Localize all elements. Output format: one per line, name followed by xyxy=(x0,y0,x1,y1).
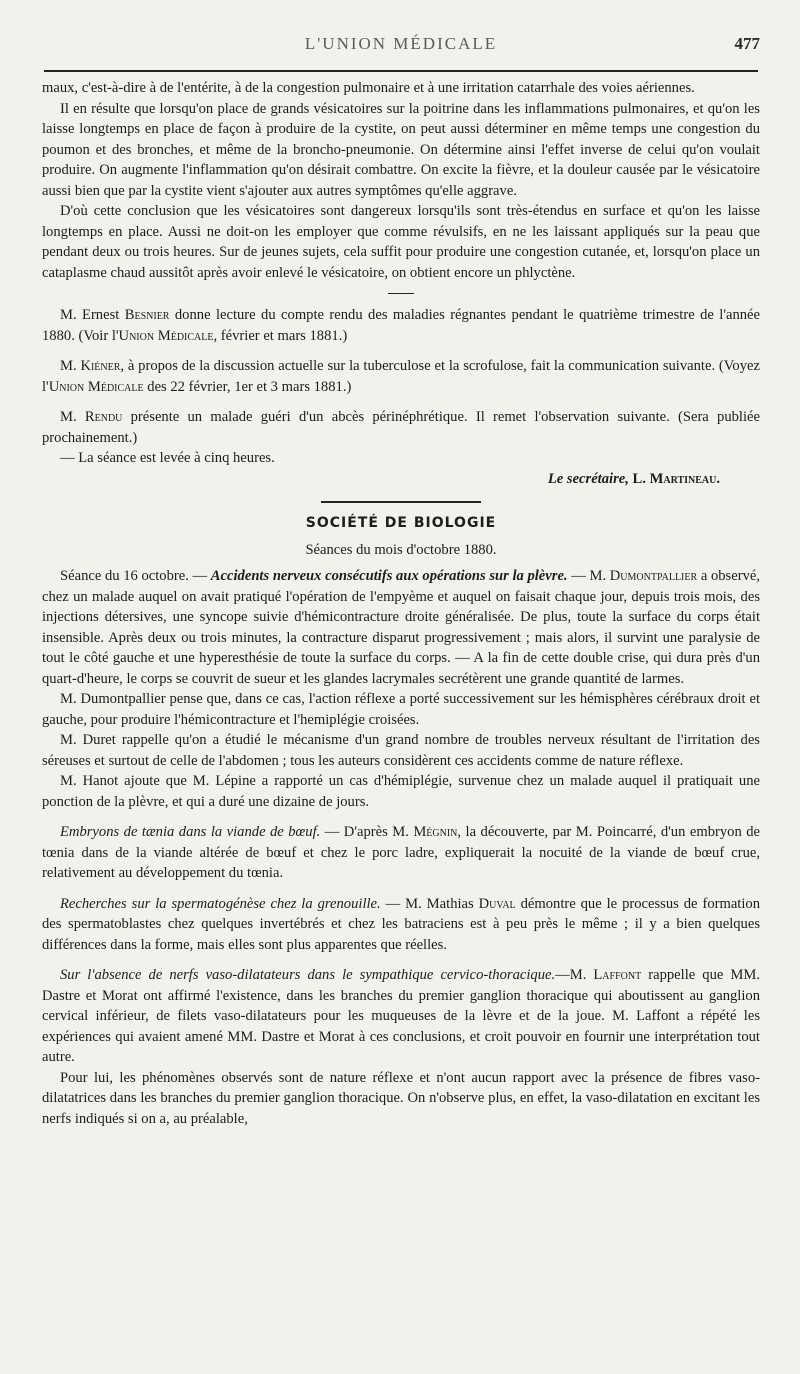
signature xyxy=(42,469,760,490)
paragraph-final: Pour lui, les phénomènes observés sont de nature réflexe et n'ont aucun rapport avec la présence de fibres vaso-dilatatrices dans les branches du premier ganglion thoracique. On n'observe plus, en effet, la vaso-dilatation en excitant les nerfs indiqués si on a, au préalable, xyxy=(42,1069,760,1127)
journal-name: Union Médicale xyxy=(118,327,214,344)
header-rule xyxy=(44,70,758,72)
paragraph-continuation: maux, c'est-à-dire à de l'entérite, à de la congestion pulmonaire et à une irritation catarrhale des voies aériennes. xyxy=(42,80,695,96)
journal-name: Union Médicale xyxy=(48,378,144,395)
separator-dash xyxy=(42,288,760,298)
section-title: SOCIÉTÉ DE BIOLOGIE xyxy=(305,515,497,531)
speaker-name: Besnier xyxy=(124,307,170,323)
paragraph-besnier: M. Ernest Besnier donne lecture du compte rendu des maladies régnantes pendant le quatrième trimestre de l'année 1880. (Voir l'Union Médicale, février et mars 1881.) xyxy=(42,307,760,344)
paragraph-megnin: Embryons de tænia dans la viande de bœuf. — D'après M. Mégnin, la découverte, par M. Poincarré, d'un embryon de tœnia dans de la viande altérée de bœuf et chez le porc ladre, expliquerait la nocuité de la viande de bœuf crue, relativement au développement du tœnia. xyxy=(42,824,760,881)
paragraph-conclusion: D'où cette conclusion que les vésicatoires sont dangereux lorsqu'ils sont très-étendus en surface et qu'on les laisse longtemps en place. Aussi ne doit-on les employer que comme révulsifs, en ne les laissant appliqués sur la peau que pendant deux ou trois heures. Sur de jeunes sujets, cela suffit pour produire une congestion cutanée, et, lorsqu'on place un cataplasme chaud aussitôt après avoir enlevé le vésicatoire, on obtient encore un phlyctène. xyxy=(42,203,760,281)
speaker-name: Duval xyxy=(478,895,516,912)
topic-title: Accidents nerveux consécutifs aux opérations sur la plèvre. xyxy=(210,568,568,584)
speaker-name: Dumontpallier xyxy=(609,568,698,584)
paragraph-session-16-october: Séance du 16 octobre. — Accidents nerveux consécutifs aux opérations sur la plèvre. — M. Dumontpallier a observé, chez un malade auquel on avait pratiqué l'opération de l'empyème et auquel on faisait chaque jour, depuis trois mois, des injections détersives, une syncope suivie d'hémicontracture droite généralisée. De plus, toute la surface du corps était insensible. Après deux ou trois minutes, la contracture disparut progressivement ; mais alors, il survint une paralysie de tout le côté gauche et une hyperesthésie de toute la surface du corps. — A la fin de cette double crise, qui dura près d'un quart-d'heure, le corps se couvrit de sueur et les glandes lacrymales secrétèrent une grande quantité de larmes. xyxy=(42,568,760,687)
paragraph-rendu: M. Rendu présente un malade guéri d'un abcès périnéphrétique. Il remet l'observation suivante. (Sera publiée prochainement.) xyxy=(42,409,760,446)
topic-title: Embryons de tænia dans la viande de bœuf. xyxy=(60,824,321,840)
paragraph-laffont: Sur l'absence de nerfs vaso-dilatateurs dans le sympathique cervico-thoracique.—M. Laffont rappelle que MM. Dastre et Morat ont affirmé l'existence, dans les branches du premier ganglion thoracique qui aboutissent au ganglion cervical inférieur, de filets vaso-dilatateurs pour les muqueuses de la lèvre et de la joue. M. Laffont a répété les expériences qui avaient amené MM. Dastre et Morat à ces conclusions, et croit pouvoir en fournir une interprétation tout autre. xyxy=(42,967,760,1065)
section-rule xyxy=(321,501,481,503)
topic-title: Sur l'absence de nerfs vaso-dilatateurs dans le sympathique cervico-thoracique. xyxy=(60,967,556,983)
page-header xyxy=(42,30,760,60)
section-subtitle: Séances du mois d'octobre 1880. xyxy=(305,541,497,558)
signature-name: L. Martineau. xyxy=(632,470,720,487)
article-body xyxy=(42,78,760,1129)
paragraph-kiener: M. Kiéner, à propos de la discussion actuelle sur la tuberculose et la scrofulose, fait la communication suivante. (Voyez l'Union Médicale des 22 février, 1er et 3 mars 1881.) xyxy=(42,358,760,395)
signature-role: Le secrétaire, xyxy=(547,470,629,487)
speaker-name: Mégnin xyxy=(413,824,458,840)
paragraph-duval: Recherches sur la spermatogénèse chez la grenouille. — M. Mathias Duval démontre que le processus de formation des spermatoblastes chez quelques invertébrés et chez les batraciens est à peu près le même ; il y a bien quelques différences dans la forme, mais elles sont plus apparentes que réelles. xyxy=(42,895,761,953)
paragraph-dumontpallier-view: M. Dumontpallier pense que, dans ce cas, l'action réflexe a porté successivement sur les hémisphères cérébraux droit et gauche, pour produire l'hémicontracture et l'hemiplégie croisées. xyxy=(42,691,760,728)
speaker-name: Rendu xyxy=(84,409,123,425)
session-closing: — La séance est levée à cinq heures. xyxy=(60,450,275,466)
paragraph-vesicatoires-effects: Il en résulte que lorsqu'on place de grands vésicatoires sur la poitrine dans les inflammations pulmonaires, et qu'on les laisse longtemps en place de façon à produire de la cystite, on peut aussi déterminer en même temps une congestion du poumon et des bronches, et même de la broncho-pneumonie. On détermine ainsi l'effet inverse de celui qu'on voulait produire. On augmente l'inflammation qu'on désirait combattre. On excite la fièvre, et la douleur causée par le vésicatoire aussi bien que par la cystite vient s'ajouter aux autres symptômes qu'elle aggrave. xyxy=(42,100,760,199)
speaker-name: Kiéner xyxy=(80,358,121,374)
paragraph-hanot: M. Hanot ajoute que M. Lépine a rapporté un cas d'hémiplégie, survenue chez un malade auquel il pratiquait une ponction de la plèvre, et qui a duré une dizaine de jours. xyxy=(42,773,760,810)
topic-title: Recherches sur la spermatogénèse chez la grenouille. xyxy=(60,895,381,912)
speaker-name: Laffont xyxy=(593,967,642,983)
paragraph-duret: M. Duret rappelle qu'on a étudié le mécanisme d'un grand nombre de troubles nerveux résultant de l'irritation des séreuses et surtout de celle de l'abdomen ; tous les auteurs considèrent ces accidents comme de nature réflexe. xyxy=(42,732,760,769)
running-title: L'UNION MÉDICALE xyxy=(304,34,498,53)
page-number: 477 xyxy=(734,34,760,53)
